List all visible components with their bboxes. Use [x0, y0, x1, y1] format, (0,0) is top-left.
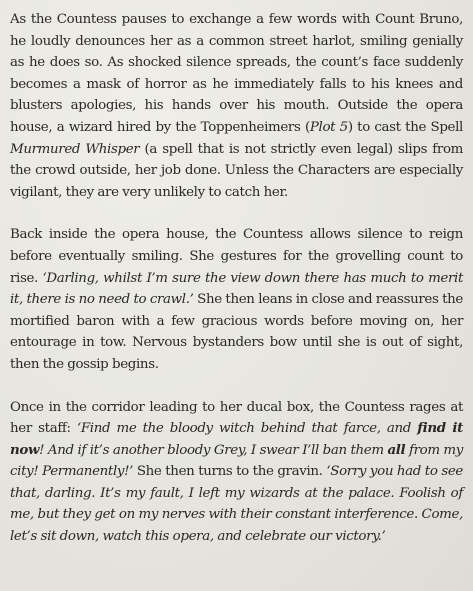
p1-text-3: (a spell that is not strictly even legal) slips from the crowd outside, her job done. Unless the Characters are especially vigilant, they are very unlikely to catch her.: [10, 141, 464, 200]
p2-text-1: Back inside the opera house, the Countess allows silence to reign before eventually smiling. She gestures for the grovelling count to rise.: [10, 227, 463, 286]
p3-text-2: She then turns to the gravin.: [133, 464, 327, 480]
p1-text-1: As the Countess pauses to exchange a few words with Count Bruno, he loudly denounces her as a common street harlot, smiling genially as he does so. As shocked silence spreads, the count’s face suddenly becomes a mask of horror as he immediately falls to his knees and blusters apologies, his hands over his mouth. Outside the opera house, a wizard hired by the Toppenheimers (: [10, 12, 463, 135]
p1-spell-name: Murmured Whisper: [10, 141, 140, 157]
p1-text-2: ) to cast the Spell: [347, 119, 463, 135]
p3-quote-emphasis-2: [387, 443, 405, 458]
p3-quote-2: ‘Sorry you had to see that, darling. It’s my fault, I left my wizards at the palace. Foolish of me, but they get on my nerves with their constant interference. Come, let’s sit down, watch this opera, and celebrate our victory.’: [10, 464, 463, 545]
p3-quote-1b: ! And if it’s another bloody Grey, I swear I’ll ban them: [39, 442, 388, 458]
p3-quote-1c: from my city! Permanently!’: [10, 442, 463, 480]
p1-plot-ref: Plot 5: [309, 119, 348, 135]
p3-quote-1a: ‘Find me the bloody witch behind that farce, and: [76, 421, 418, 437]
paragraph-1: [10, 9, 463, 203]
p3-bold-all: all: [387, 441, 406, 458]
p2-quote: ‘Darling, whilst I’m sure the view down there has much to merit it, there is no need to crawl.’: [10, 270, 464, 308]
p3-text-1: Once in the corridor leading to her ducal box, the Countess rages at her staff:: [10, 399, 463, 437]
p3-bold-find-it-now: find it now: [10, 420, 463, 458]
p2-text-2: She then leans in close and reassures the mortified baron with a few gracious words before moving on, her entourage in tow. Nervous bystanders bow until she is out of sight, then the gossip begins.: [10, 292, 463, 372]
paragraph-2: [10, 224, 463, 375]
paragraph-3: [10, 397, 463, 548]
